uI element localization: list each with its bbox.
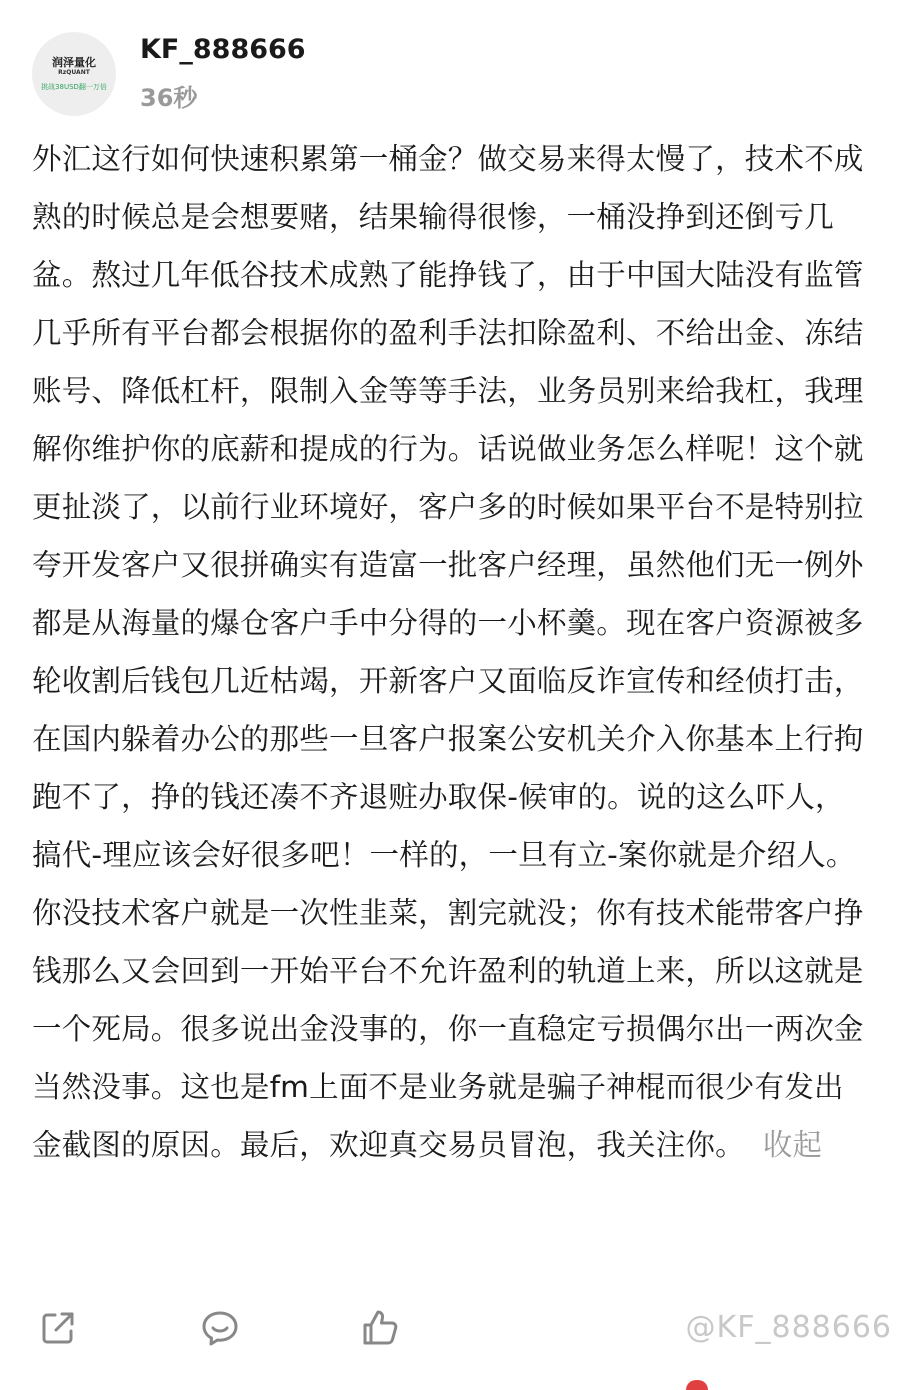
avatar[interactable] [32,32,116,116]
indicator-dot [686,1380,708,1390]
watermark: @KF_888666 [685,1310,892,1345]
post-header [32,30,872,120]
share-icon[interactable] [38,1308,78,1348]
post-content [32,130,872,1174]
collapse-link[interactable]: 收起 [762,1128,823,1162]
avatar-sub-text: RzQUANT [58,68,90,76]
like-icon[interactable] [360,1308,400,1348]
comment-icon[interactable] [200,1308,240,1348]
avatar-brand-text: 润泽量化 [52,55,96,69]
author-username[interactable]: KF_888666 [140,34,306,65]
post-timestamp: 36秒 [140,84,198,112]
post-text: 外汇这行如何快速积累第一桶金？做交易来得太慢了，技术不成熟的时候总是会想要赌，结果输得很惨，一桶没挣到还倒亏几盆。熬过几年低谷技术成熟了能挣钱了，由于中国大陆没有监管几乎所有平台都会根据你的盈利手法扣除盈利、不给出金、冻结账号、降低杠杆，限制入金等等手法，业务员别来给我杠，我理解你维护你的底薪和提成的行为。话说做业务怎么样呢！这个就更扯淡了，以前行业环境好，客户多的时候如果平台不是特别拉夸开发客户又很拼确实有造富一批客户经理，虽然他们无一例外都是从海量的爆仓客户手中分得的一小杯羹。现在客户资源被多轮收割后钱包几近枯竭，开新客户又面临反诈宣传和经侦打击，在国内躲着办公的那些一旦客户报案公安机关介入你基本上行拘跑不了，挣的钱还凑不齐退赃办取保-候审的。说的这么吓人，搞代-理应该会好很多吧！一样的，一旦有立-案你就是介绍人。你没技术客户就是一次性韭菜，割完就没；你有技术能带客户挣钱那么又会回到一开始平台不允许盈利的轨道上来，所以这就是一个死局。很多说出金没事的，你一直稳定亏损偶尔出一两次金当然没事。这也是fm上面不是业务就是骗子神棍而很少有发出金截图的原因。最后，欢迎真交易员冒泡，我关注你。 [32,142,864,1162]
avatar-slogan-text: 挑战38USD翻一万倍 [41,82,107,91]
